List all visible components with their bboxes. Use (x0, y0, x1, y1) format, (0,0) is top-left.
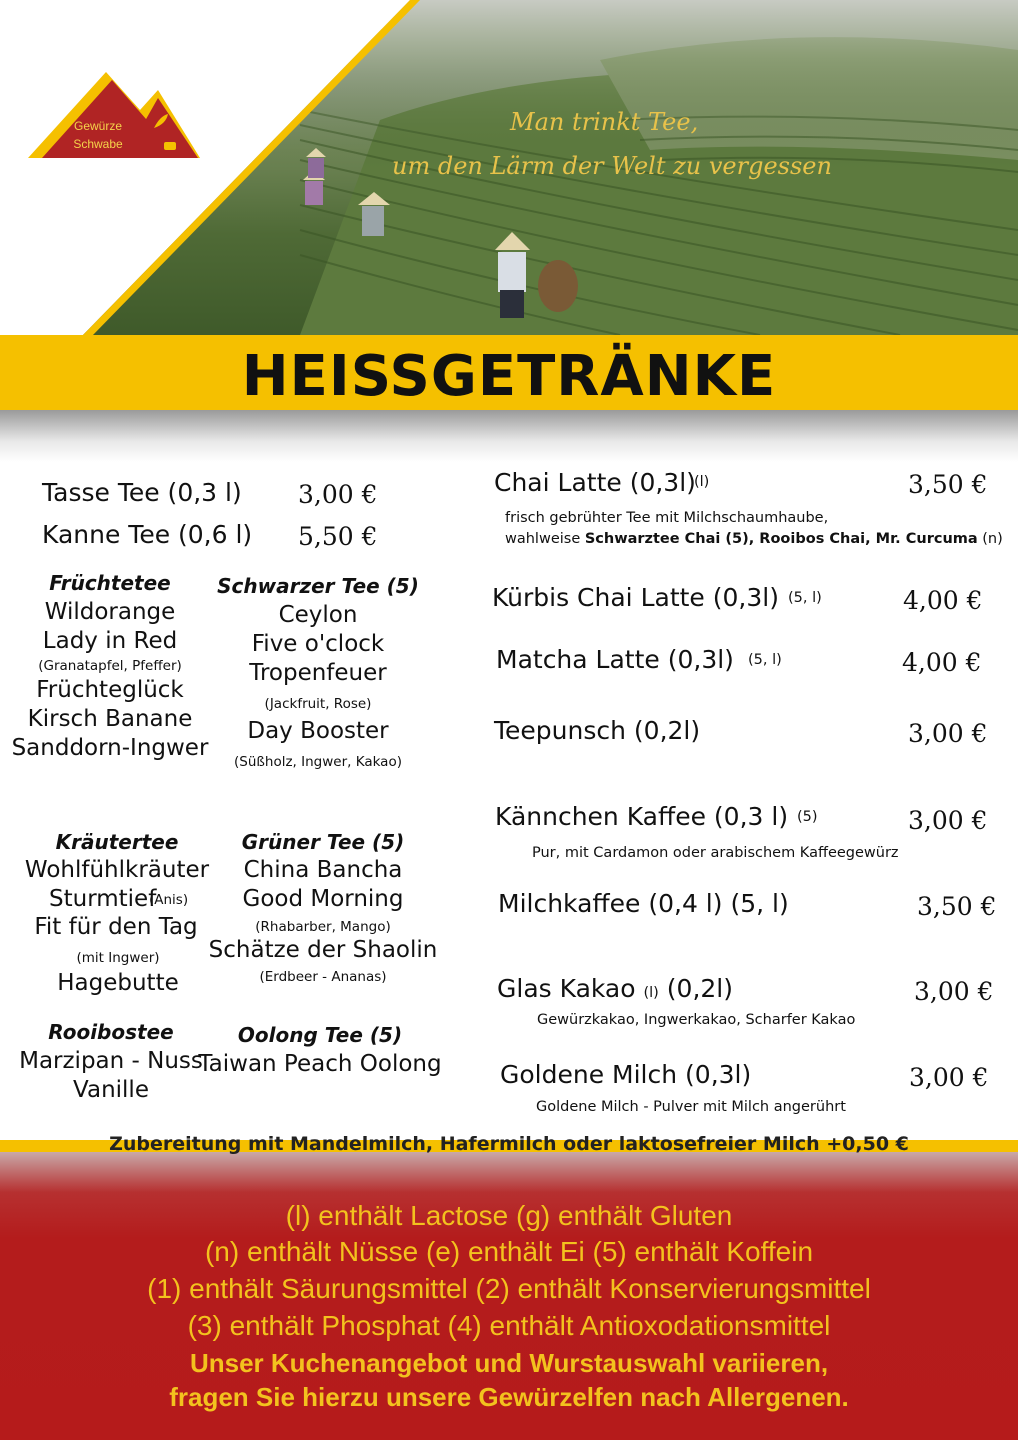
list-item: Früchteglück (36, 677, 184, 703)
goldene-milch-name: Goldene Milch (0,3l) (500, 1060, 752, 1089)
tasse-tee-name: Tasse Tee (0,3 l) (42, 478, 242, 507)
kuerbis-chai-tag: (5, l) (788, 590, 822, 606)
glas-kakao-price: 3,00 € (914, 977, 994, 1006)
kraeutertee-title: Kräutertee (55, 830, 179, 854)
milchkaffee-name: Milchkaffee (0,4 l) (5, l) (498, 889, 789, 918)
page-title: HEISSGETRÄNKE (241, 344, 777, 409)
quote-line-2: um den Lärm der Welt zu vergessen (392, 152, 832, 180)
chai-latte-tag: (l) (694, 474, 710, 490)
footer-notice-2: fragen Sie hierzu unsere Gewürzelfen nach Allergenen. (169, 1382, 849, 1412)
allergen-line-1: (l) enthält Lactose (g) enthält Gluten (285, 1200, 733, 1231)
logo-line-1: Gewürze (73, 119, 123, 133)
list-item: Day Booster (247, 718, 389, 744)
teepunsch-price: 3,00 € (908, 719, 988, 748)
list-item: Schätze der Shaolin (208, 937, 438, 963)
list-item: Sanddorn-Ingwer (11, 735, 209, 761)
kaennchen-kaffee-tag: (5) (797, 809, 818, 825)
tasse-tee-price: 3,00 € (298, 480, 378, 509)
chai-latte-name: Chai Latte (0,3l) (494, 468, 696, 497)
matcha-latte-name: Matcha Latte (0,3l) (496, 645, 734, 674)
list-item: China Bancha (243, 857, 403, 883)
glas-kakao-desc: Gewürzkakao, Ingwerkakao, Scharfer Kakao (537, 1012, 856, 1028)
gewuerze-schwabe-logo (28, 72, 200, 160)
list-item: Lady in Red (42, 628, 178, 654)
list-item: Marzipan - Nuss (19, 1048, 203, 1074)
list-item-note: (Anis) (149, 892, 189, 908)
quote-line-1: Man trinkt Tee, (510, 108, 699, 136)
milk-note: Zubereitung mit Mandelmilch, Hafermilch oder laktosefreier Milch +0,50 € (109, 1133, 909, 1155)
list-item: Fit für den Tag (34, 914, 198, 940)
fruechtetee-title: Früchtetee (49, 571, 171, 595)
matcha-latte-price: 4,00 € (902, 648, 982, 677)
rooibostee-title: Rooibostee (48, 1020, 174, 1044)
list-item: Wildorange (44, 599, 176, 625)
list-item: Hagebutte (57, 970, 179, 996)
gruener-tee-title: Grüner Tee (5) (241, 830, 405, 854)
chai-latte-price: 3,50 € (908, 470, 988, 499)
milchkaffee-price: 3,50 € (917, 892, 997, 921)
list-item: Tropenfeuer (249, 660, 387, 686)
list-item: Kirsch Banane (27, 706, 193, 732)
kuerbis-chai-name: Kürbis Chai Latte (0,3l) (492, 583, 779, 612)
allergen-line-2: (n) enthält Nüsse (e) enthält Ei (5) enthält Koffein (204, 1236, 814, 1267)
list-item: Ceylon (278, 602, 358, 628)
list-item: Sturmtief (49, 886, 157, 912)
schwarzer-tee-title: Schwarzer Tee (5) (217, 574, 419, 598)
cup-icon (164, 142, 176, 150)
list-item-note: (Erdbeer - Ananas) (259, 969, 387, 985)
chai-latte-desc-1: frisch gebrühter Tee mit Milchschaumhaube, (505, 510, 829, 526)
kaennchen-kaffee-name: Kännchen Kaffee (0,3 l) (495, 802, 789, 831)
allergen-line-3: (1) enthält Säurungsmittel (2) enthält Konservierungsmittel (147, 1273, 871, 1304)
kaennchen-kaffee-desc: Pur, mit Cardamon oder arabischem Kaffeegewürz (532, 845, 899, 861)
list-item: Five o'clock (251, 631, 385, 657)
kuerbis-chai-price: 4,00 € (903, 586, 983, 615)
footer-notice-1: Unser Kuchenangebot und Wurstauswahl variieren, (189, 1348, 829, 1378)
glas-kakao-name: Glas Kakao (l) (0,2l) (497, 974, 734, 1003)
list-item-note: (Süßholz, Ingwer, Kakao) (234, 754, 402, 770)
list-item-note: (Rhabarber, Mango) (255, 919, 391, 935)
matcha-latte-tag: (5, l) (748, 652, 782, 668)
chai-latte-desc-2: wahlweise Schwarztee Chai (5), Rooibos Chai, Mr. Curcuma (n) (505, 531, 1003, 547)
allergen-line-4: (3) enthält Phosphat (4) enthält Antioxodationsmittel (187, 1310, 831, 1341)
oolong-tee-title: Oolong Tee (5) (237, 1023, 403, 1047)
list-item-note: (Jackfruit, Rose) (264, 696, 372, 712)
list-item: Good Morning (242, 886, 404, 912)
kanne-tee-price: 5,50 € (298, 522, 378, 551)
list-item: Taiwan Peach Oolong (198, 1051, 442, 1077)
logo-line-2: Schwabe (73, 137, 123, 151)
list-item: Wohlfühlkräuter (24, 857, 210, 883)
goldene-milch-price: 3,00 € (909, 1063, 989, 1092)
kaennchen-kaffee-price: 3,00 € (908, 806, 988, 835)
goldene-milch-desc: Goldene Milch - Pulver mit Milch angerührt (536, 1099, 846, 1115)
teepunsch-name: Teepunsch (0,2l) (494, 716, 701, 745)
kanne-tee-name: Kanne Tee (0,6 l) (42, 520, 253, 549)
list-item-note: (Granatapfel, Pfeffer) (38, 658, 182, 674)
list-item-note: (mit Ingwer) (76, 950, 160, 966)
list-item: Vanille (73, 1077, 149, 1103)
